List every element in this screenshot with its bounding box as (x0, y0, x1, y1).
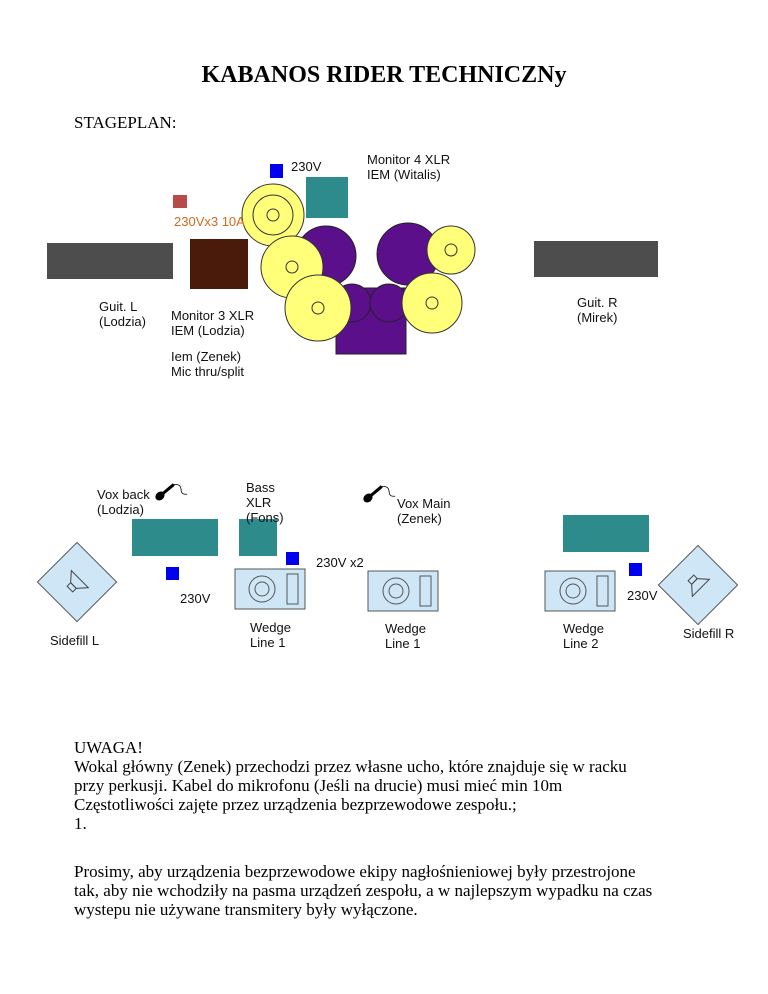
label-vox-back: Vox back (Lodzia) (97, 487, 150, 517)
request-line: wystepu nie używane transmitery były wyłączone. (74, 900, 418, 919)
request-line: tak, aby nie wchodziły na pasma urządzeń zespołu, a w najlepszym wypadku na czas (74, 881, 653, 900)
wedge-line1-center (368, 571, 438, 611)
wedge-line2-right (545, 571, 615, 611)
notes-line: przy perkusji. Kabel do mikrofonu (Jeśli na drucie) musi mieć min 10m (74, 776, 563, 795)
notes-heading: UWAGA! (74, 738, 143, 757)
label-sidefill-left: Sidefill L (50, 633, 100, 648)
drum-kit (242, 184, 475, 354)
power-socket-left (166, 567, 179, 580)
label-monitor-3: Monitor 3 XLR IEM (Lodzia) (171, 308, 255, 338)
label-wedge-line1-left: Wedge Line 1 (250, 620, 291, 650)
wedge-line1-left (235, 569, 305, 609)
sidefill-right (658, 545, 737, 624)
monitor-3-box (190, 239, 248, 289)
label-guitar-left: Guit. L (Lodzia) (99, 299, 146, 329)
microphone-icon (362, 481, 396, 514)
label-power-3phase: 230Vx3 10A (174, 214, 245, 229)
label-power-drums: 230V (291, 159, 322, 174)
label-power-right: 230V (627, 588, 658, 603)
power-socket-3phase (173, 195, 187, 208)
label-vox-main: Vox Main (Zenek) (397, 496, 451, 526)
label-guitar-right: Guit. R (Mirek) (577, 295, 618, 325)
ride-cymbal-right (402, 273, 462, 333)
stageplan-heading: STAGEPLAN: (74, 113, 177, 132)
power-socket-drums (270, 164, 283, 178)
label-power-x2: 230V x2 (316, 555, 364, 570)
label-power-left: 230V (180, 591, 211, 606)
monitor-vox-back-box (132, 519, 218, 556)
request-line: Prosimy, aby urządzenia bezprzewodowe ekipy nagłośnieniowej były przestrojone (74, 862, 636, 881)
guitar-amp-right (534, 241, 658, 277)
label-wedge-line1-center: Wedge Line 1 (385, 621, 426, 651)
notes-line: 1. (74, 814, 87, 833)
sidefill-left (37, 542, 116, 621)
guitar-amp-left (47, 243, 173, 279)
monitor-right-box (563, 515, 649, 552)
monitor-4-box (306, 177, 348, 218)
label-wedge-line2: Wedge Line 2 (563, 621, 604, 651)
notes-line: Częstotliwości zajęte przez urządzenia bezprzewodowe zespołu.; (74, 795, 517, 814)
label-monitor-4: Monitor 4 XLR IEM (Witalis) (367, 152, 451, 182)
label-iem-zenek: Iem (Zenek) Mic thru/split (171, 349, 244, 379)
request-block (74, 862, 714, 919)
crash-cymbal-right (427, 226, 475, 274)
ride-cymbal-left (285, 275, 351, 341)
document-title: KABANOS RIDER TECHNICZNy (201, 62, 567, 88)
notes-block (74, 738, 714, 833)
label-bass: Bass XLR (Fons) (246, 480, 284, 525)
power-socket-center (286, 552, 299, 565)
power-socket-right (629, 563, 642, 576)
label-sidefill-right: Sidefill R (683, 626, 735, 641)
microphone-icon (154, 479, 188, 512)
notes-line: Wokal główny (Zenek) przechodzi przez własne ucho, które znajduje się w racku (74, 757, 627, 776)
